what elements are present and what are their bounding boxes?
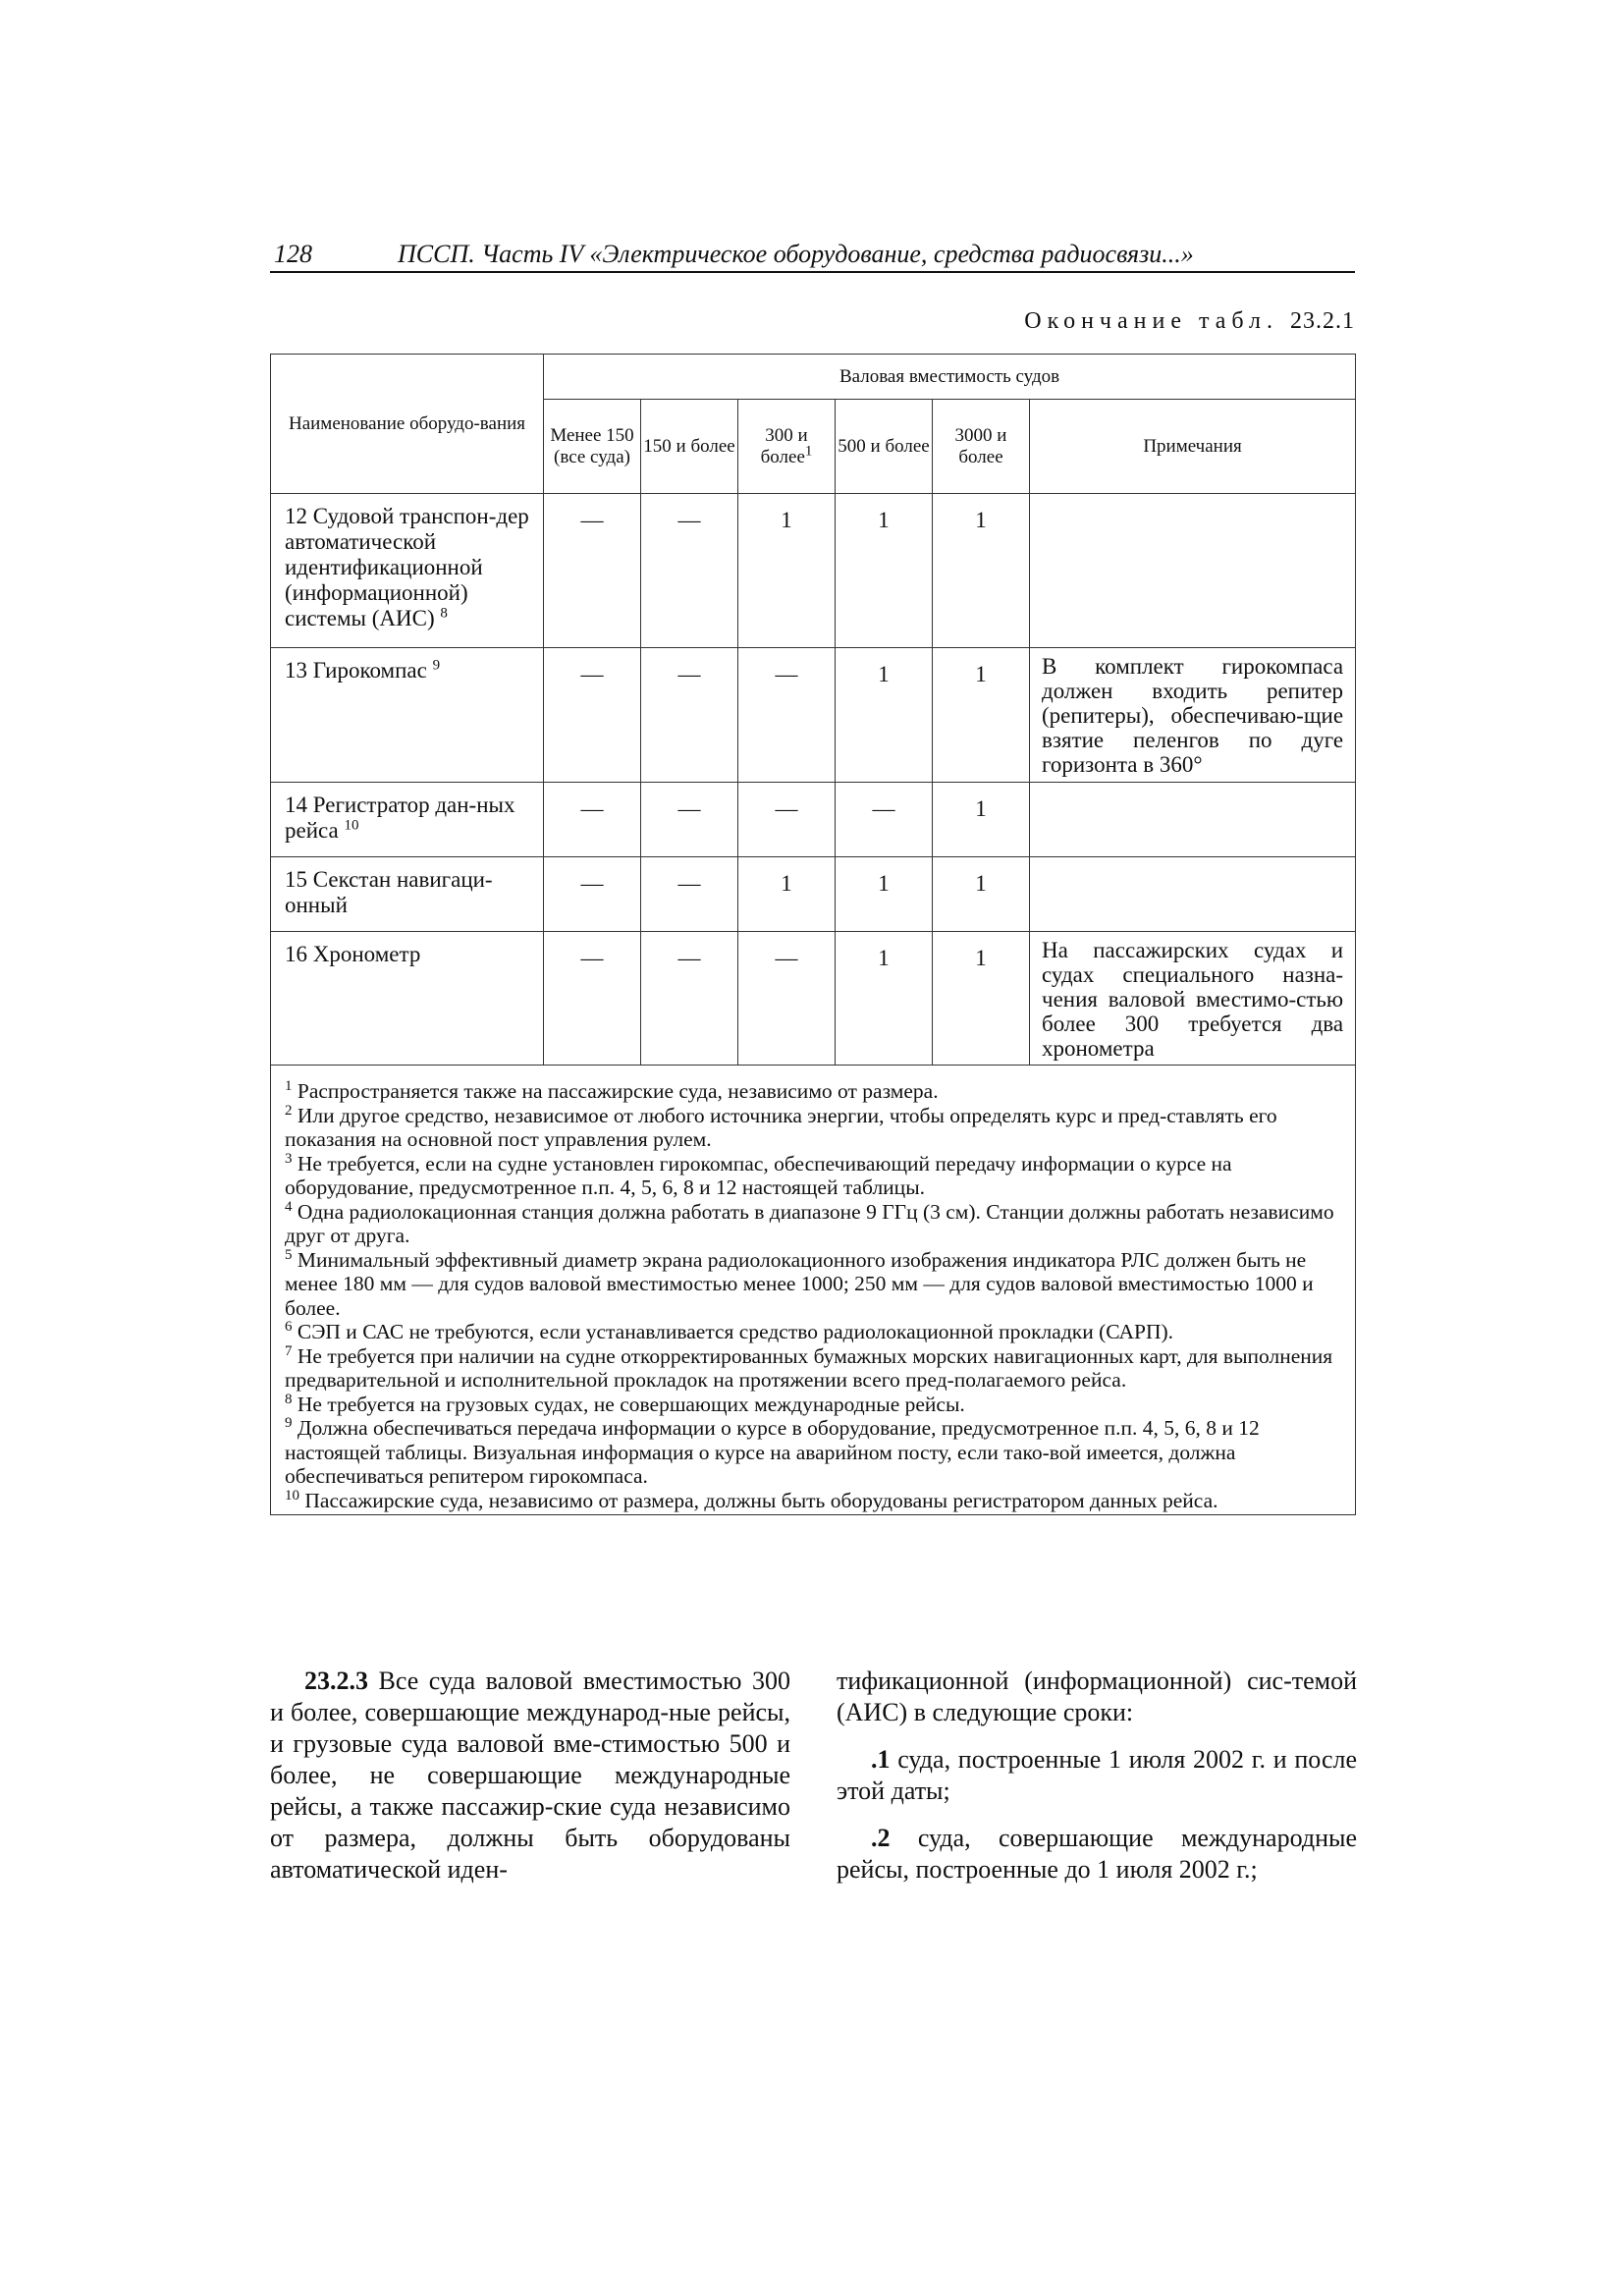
footnotes-row xyxy=(271,1066,1356,1515)
cell-value: — xyxy=(738,648,836,783)
page-number: 128 xyxy=(274,240,312,268)
page-header xyxy=(270,240,1355,273)
row-name: 12 Судовой транспон-дер автоматической идентификационной (информационной) системы (АИС) $^8$ xyxy=(271,494,544,648)
cell-value: — xyxy=(544,857,641,932)
cell-value: — xyxy=(544,783,641,857)
cell-value: — xyxy=(641,783,738,857)
header-tonnage-300: 300 и более$^1$ xyxy=(738,400,836,494)
caption-label: Окончание табл. xyxy=(1024,308,1278,334)
footnote: $^4$ Одна радиолокационная станция должна работать в диапазоне 9 ГГц (3 см). Станции должны работать независимо друг от друга. xyxy=(285,1198,1334,1247)
table-row xyxy=(271,857,1356,932)
table-row xyxy=(271,648,1356,783)
table-caption xyxy=(884,308,1355,335)
cell-note xyxy=(1030,783,1356,857)
cell-note: На пассажирских судах и судах специального назна-чения валовой вместимо-стью более 300 требуется два хронометра xyxy=(1030,932,1356,1066)
header-equipment: Наименование оборудо-вания xyxy=(271,355,544,494)
footnote: $^9$ Должна обеспечиваться передача информации о курсе в оборудование, предусмотренное п.п. 4, 5, 6, 8 и 12 настоящей таблицы. Визуальная информация о курсе на аварийном посту, если тако-вой имеется, должна обеспечиваться репитером гирокомпаса. xyxy=(285,1414,1260,1488)
footnote: $^8$ Не требуется на грузовых судах, не совершающих международные рейсы. xyxy=(285,1391,965,1416)
cell-value: 1 xyxy=(738,857,836,932)
footnotes xyxy=(271,1066,1356,1515)
cell-value: 1 xyxy=(933,648,1030,783)
cell-note xyxy=(1030,857,1356,932)
header-tonnage-150: 150 и более xyxy=(641,400,738,494)
running-title: ПССП. Часть IV «Электрическое оборудование, средства радиосвязи...» xyxy=(398,240,1194,268)
footnote: $^6$ СЭП и САС не требуются, если устанавливается средство радиолокационной прокладки (САРП). xyxy=(285,1318,1174,1343)
cell-value: 1 xyxy=(933,783,1030,857)
table-row xyxy=(271,783,1356,857)
footnote: $^{10}$ Пассажирские суда, независимо от размера, должны быть оборудованы регистратором данных рейса. xyxy=(285,1487,1218,1512)
cell-value: — xyxy=(641,857,738,932)
cell-value: — xyxy=(641,648,738,783)
cell-value: 1 xyxy=(836,932,933,1066)
header-tonnage-less-150: Менее 150 (все суда) xyxy=(544,400,641,494)
paragraph-23-2-3: 23.2.3 Все суда валовой вместимостью 300 и более, совершающие международ-ные рейсы, и грузовые суда валовой вме-стимостью 500 и более, не совершающие международные рейсы, а также пассажир-ские суда независимо от размера, должны быть оборудованы автоматической иден- xyxy=(270,1667,790,1884)
equipment-table xyxy=(270,354,1356,1515)
cell-note xyxy=(1030,494,1356,648)
header-tonnage-group: Валовая вместимость судов xyxy=(544,355,1356,400)
footnote: $^1$ Распространяется также на пассажирские суда, независимо от размера. xyxy=(285,1077,939,1103)
cell-value: 1 xyxy=(738,494,836,648)
cell-value: — xyxy=(641,494,738,648)
row-name: 14 Регистратор дан-ных рейса $^{10}$ xyxy=(271,783,544,857)
list-item: .2 суда, совершающие международные рейсы, построенные до 1 июля 2002 г.; xyxy=(837,1824,1357,1884)
cell-value: — xyxy=(544,932,641,1066)
caption-number: 23.2.1 xyxy=(1290,308,1355,334)
cell-value: — xyxy=(836,783,933,857)
cell-value: — xyxy=(544,494,641,648)
header-tonnage-3000: 3000 и более xyxy=(933,400,1030,494)
footnote: $^7$ Не требуется при наличии на судне откорректированных бумажных морских навигационных карт, для выполнения предварительной и исполнительной прокладок на протяжении всего пред-полагаемого рейса. xyxy=(285,1342,1333,1392)
cell-value: — xyxy=(544,648,641,783)
header-notes: Примечания xyxy=(1030,400,1356,494)
row-name: 13 Гирокомпас $^9$ xyxy=(271,648,544,783)
table-row xyxy=(271,494,1356,648)
table-row xyxy=(271,932,1356,1066)
cell-value: 1 xyxy=(933,494,1030,648)
body-column-left xyxy=(270,1666,790,1901)
body-column-right xyxy=(837,1666,1357,1901)
cell-value: 1 xyxy=(836,494,933,648)
header-tonnage-500: 500 и более xyxy=(836,400,933,494)
footnote: $^5$ Минимальный эффективный диаметр экрана радиолокационного изображения индикатора РЛС должен быть не менее 180 мм — для судов валовой вместимостью менее 1000; 250 мм — для судов валовой вместимостью 1000 и более. xyxy=(285,1246,1314,1320)
cell-value: — xyxy=(738,783,836,857)
cell-value: 1 xyxy=(933,857,1030,932)
footnote: $^3$ Не требуется, если на судне установлен гирокомпас, обеспечивающий передачу информации о курсе на оборудование, предусмотренное п.п. 4, 5, 6, 8 и 12 настоящей таблицы. xyxy=(285,1150,1232,1199)
cell-value: — xyxy=(738,932,836,1066)
row-name: 15 Секстан навигаци-онный xyxy=(271,857,544,932)
paragraph-continuation: тификационной (информационной) сис-темой (АИС) в следующие сроки: xyxy=(837,1667,1357,1726)
cell-note: В комплект гирокомпаса должен входить репитер (репитеры), обеспечиваю-щие взятие пеленгов по дуге горизонта в 360° xyxy=(1030,648,1356,783)
cell-value: 1 xyxy=(836,857,933,932)
cell-value: — xyxy=(641,932,738,1066)
cell-value: 1 xyxy=(933,932,1030,1066)
list-item: .1 суда, построенные 1 июля 2002 г. и после этой даты; xyxy=(837,1745,1357,1805)
row-name: 16 Хронометр xyxy=(271,932,544,1066)
footnote: $^2$ Или другое средство, независимое от любого источника энергии, чтобы определять курс и пред-ставлять его показания на основной пост управления рулем. xyxy=(285,1102,1277,1151)
cell-value: 1 xyxy=(836,648,933,783)
